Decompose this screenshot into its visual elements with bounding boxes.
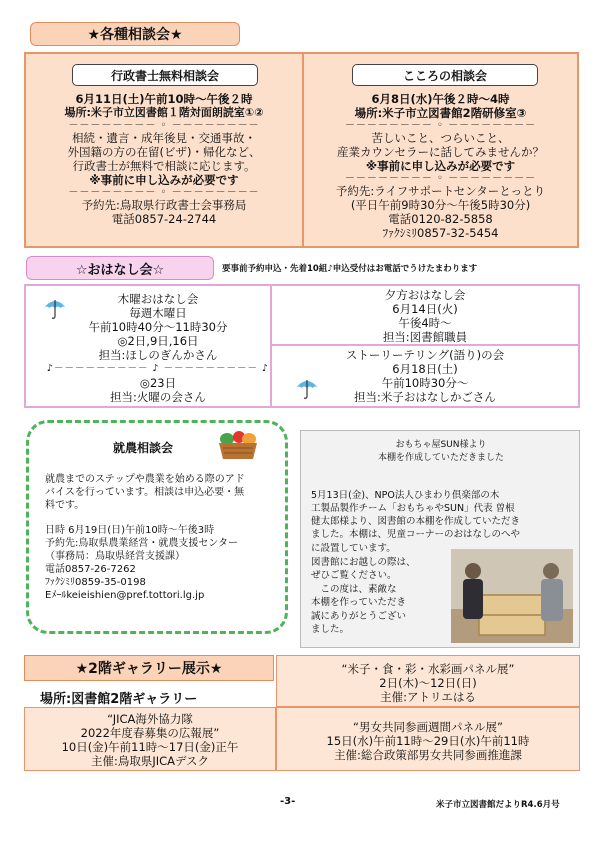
gyosei-notice: ※事前に申し込みが必要です	[89, 173, 239, 187]
gallery-exhibit-1	[276, 655, 580, 707]
thursday-date-2: ◎23日	[139, 376, 177, 390]
toy-para-2-line-3: ぜひご覧ください。	[311, 570, 397, 581]
kokoro-divider-text: －－－－－－－－ ◦ －－－－－－－－	[344, 120, 537, 131]
kokoro-title: こころの相談会	[352, 64, 538, 86]
thursday-line-1: 毎週木曜日	[129, 306, 187, 320]
evening-date: 6月14日(火)	[392, 302, 458, 316]
kokoro-body-2: 産業カウンセラーに話してみませんか？	[337, 145, 544, 159]
gyosei-contact-2: 電話0857-24-2744	[111, 212, 217, 226]
exhibit-2-title: “JICA海外協力隊	[107, 712, 193, 726]
consult-header: ★各種相談会★	[30, 22, 240, 46]
kokoro-divider-2: －－－－－－－－ ◦ －－－－－－－－	[344, 173, 537, 184]
exhibit-1-host: 主催:アトリエはる	[380, 690, 476, 704]
toy-para-1	[311, 489, 575, 541]
storytelling-ohanashi	[272, 348, 578, 404]
thursday-host-2: 担当:火曜の会さん	[110, 390, 206, 404]
kokoro-contact-2: (平日午前9時30分～午後5時30分)	[350, 198, 531, 212]
toy-heading-1: おもちゃ屋SUN様より	[395, 440, 487, 450]
farm-body-2: バイスを行っています。相談は申込必要・無	[45, 487, 245, 498]
evening-ohanashi	[272, 288, 578, 344]
exhibit-3-title: “男女共同参画週間パネル展”	[353, 720, 503, 734]
toy-para-2-line-6: 誠にありがとうござい	[311, 610, 407, 622]
gyosei-place: 場所:米子市立図書館１階対面朗読室①②	[64, 106, 264, 119]
gyosei-divider-2: －－－－－－－－ ◦ －－－－－－－－	[68, 187, 260, 198]
thursday-host-1: 担当:ほしのぎんかさん	[98, 348, 218, 362]
farm-contact-3: 電話0857-26-7262	[45, 564, 136, 575]
kokoro-contact-4: ﾌｧｸｼﾐﾘ0857-32-5454	[382, 226, 499, 240]
farm-contact-1: 予約先:鳥取県農業経営・就農支援センター	[45, 538, 238, 549]
gyosei-body-3: 行政書士が無料で相談に応じます。	[72, 159, 256, 173]
farm-contact-2: （事務局：鳥取県経営支援課）	[45, 551, 185, 562]
toy-para-1-line-3: 健太郎様より、図書館の本棚を作成していただき	[311, 516, 521, 527]
farm-box	[26, 420, 288, 634]
newsletter-name: 米子市立図書館だよりR4.6月号	[436, 800, 560, 810]
farm-body-1: 就農までのステップや農業を始める際のアド	[45, 474, 245, 485]
evening-title: 夕方おはなし会	[384, 288, 466, 302]
storytelling-date: 6月18日(土)	[392, 362, 458, 376]
gallery-exhibit-3	[276, 707, 580, 771]
farm-date: 日時 6月19日(日)午前10時～午後3時	[45, 525, 215, 536]
evening-time: 午後4時～	[398, 316, 452, 330]
gallery-place: 場所:図書館2階ギャラリー	[40, 692, 198, 707]
toy-para-2-line-2: 図書館にお越しの際は、	[311, 556, 416, 568]
gyosei-details	[26, 92, 302, 226]
toy-para-2	[311, 542, 441, 637]
gyosei-title: 行政書士無料相談会	[72, 64, 258, 86]
thursday-line-3: ◎2日,9日,16日	[117, 334, 199, 348]
kokoro-body-1: 苦しいこと、つらいこと、	[371, 131, 510, 145]
farm-contact-4: ﾌｧｸｼﾐﾘ0859-35-0198	[45, 577, 146, 588]
ohanashi-note: 要事前予約申込・先着10組♪申込受付はお電話でうけたまわります	[222, 264, 478, 274]
kokoro-contact-1: 予約先:ライフサポートセンターとっとり	[335, 184, 546, 198]
kokoro-date: 6月8日(水)午後２時～4時	[371, 92, 510, 106]
toy-para-1-line-4: ました。本棚は、児童コーナーのおはなしのへや	[311, 529, 521, 540]
storytelling-title: ストーリーテリング(語り)の会	[345, 348, 505, 362]
farm-body	[45, 473, 279, 602]
exhibit-2-date: 10日(金)午前11時～17日(金)正午	[61, 740, 239, 754]
gyosei-body-2: 外国籍の方の在留(ビザ)・帰化など、	[67, 145, 261, 159]
ohanashi-box	[24, 284, 580, 408]
toy-heading	[301, 439, 581, 465]
toy-para-2-line-5: 本棚を作っていただき	[311, 597, 407, 608]
kokoro-notice: ※事前に申し込みが必要です	[365, 159, 516, 173]
ohanashi-header: ☆おはなし会☆	[26, 256, 214, 280]
toy-heading-2: 本棚を作成していただきました	[377, 453, 504, 463]
gyosei-date: 6月11日(土)午前10時～午後２時	[75, 92, 253, 106]
exhibit-1-title: “米子・食・彩・水彩画パネル展”	[341, 662, 515, 676]
exhibit-1-date: 2日(木)～12日(日)	[379, 676, 477, 690]
gyosei-body-1: 相続・遺言・成年後見・交通事故・	[72, 131, 256, 145]
storytelling-host: 担当:米子おはなしかごさん	[354, 390, 496, 404]
gallery-exhibit-2	[24, 707, 276, 771]
toy-para-2-line-7: ました。	[311, 624, 350, 635]
vegetable-basket-icon	[215, 429, 261, 461]
toy-para-1-line-1: 5月13日(金)、NPO法人ひまわり倶楽部の木	[311, 490, 500, 501]
consult-box	[24, 52, 579, 248]
toy-para-1-line-2: 工製品製作チーム「おもちゃやSUN」代表 曽根	[311, 503, 515, 514]
gyosei-divider-text: －－－－－－－－ ◦ －－－－－－－－	[68, 120, 260, 131]
storytelling-time: 午前10時30分～	[381, 376, 469, 390]
toy-box	[300, 430, 580, 648]
ohanashi-hdivider	[272, 344, 578, 346]
farm-contact-5: Eﾒｰﾙkeieishien@pref.tottori.lg.jp	[45, 590, 205, 601]
evening-host: 担当:図書館職員	[382, 330, 468, 344]
toy-para-2-line-4: この度は、素敵な	[311, 583, 397, 595]
farm-title: 就農相談会	[113, 441, 174, 455]
toy-para-2-line-1: に設置しています。	[311, 543, 396, 554]
exhibit-2-host: 主催:鳥取県JICAデスク	[90, 754, 210, 768]
kokoro-place: 場所:米子市立図書館2階研修室③	[354, 106, 527, 120]
farm-body-3: 料です。	[45, 500, 85, 511]
kokoro-details	[304, 92, 577, 240]
exhibit-3-date: 15日(水)午前11時～29日(水)午前11時	[326, 734, 530, 748]
thursday-divider: ♪－－－－－－－－－ ♪ －－－－－－－－－ ♪	[46, 363, 270, 374]
thursday-title: 木曜おはなし会	[117, 292, 199, 306]
photo-of-two-men-with-bookshelf	[451, 549, 573, 643]
kokoro-contact-3: 電話0120-82-5858	[388, 212, 493, 226]
gallery-header: ★2階ギャラリー展示★	[24, 655, 274, 681]
gyosei-contact-1: 予約先:鳥取県行政書士会事務局	[81, 198, 247, 212]
thursday-line-2: 午前10時40分～11時30分	[88, 320, 228, 334]
page-number: -3-	[280, 796, 296, 807]
thursday-ohanashi	[46, 292, 270, 404]
exhibit-2-title-2: 2022年度春募集の広報展”	[80, 726, 220, 740]
exhibit-3-host: 主催:総合政策部男女共同参画推進課	[334, 748, 522, 762]
